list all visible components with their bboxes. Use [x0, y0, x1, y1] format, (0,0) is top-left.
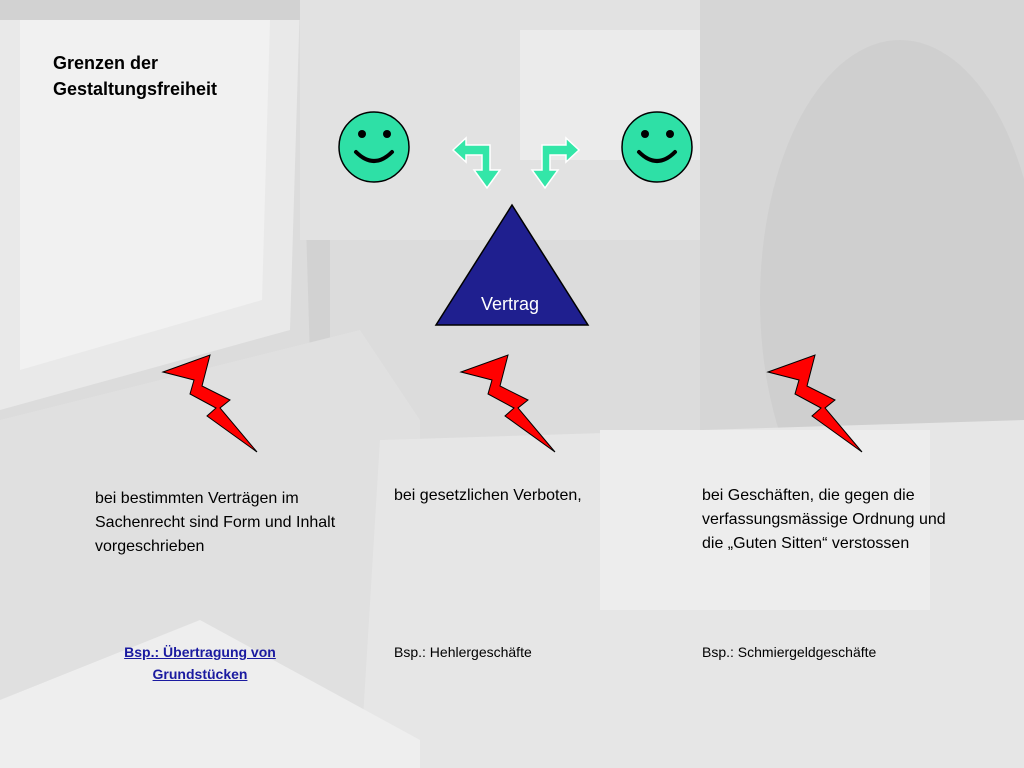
limit-description: bei gesetzlichen Verboten,: [394, 487, 582, 504]
limit-description: bei bestimmten Verträgen im Sachenrecht sind Form und Inhalt vorgeschrieben: [95, 490, 336, 555]
limit-description: bei Geschäften, die gegen die verfassungsmässige Ordnung und die „Guten Sitten“ verstossen: [702, 487, 946, 552]
slide-title: Grenzen der Gestaltungsfreiheit: [53, 53, 218, 99]
lightning-bolt-icon: [163, 355, 257, 452]
smiley-icon: [622, 112, 692, 182]
turn-down-arrow-icon: [532, 138, 579, 188]
example-text: Bsp.: Schmiergeldgeschäfte: [702, 644, 877, 660]
smiley-icon: [339, 112, 409, 182]
example-link[interactable]: Bsp.: Übertragung von Grundstücken: [124, 644, 276, 682]
turn-down-arrow-icon: [453, 138, 500, 188]
contract-label: Vertrag: [480, 294, 540, 314]
lightning-bolt-icon: [461, 355, 555, 452]
lightning-bolt-icon: [768, 355, 862, 452]
example-text: Bsp.: Hehlergeschäfte: [394, 644, 532, 660]
